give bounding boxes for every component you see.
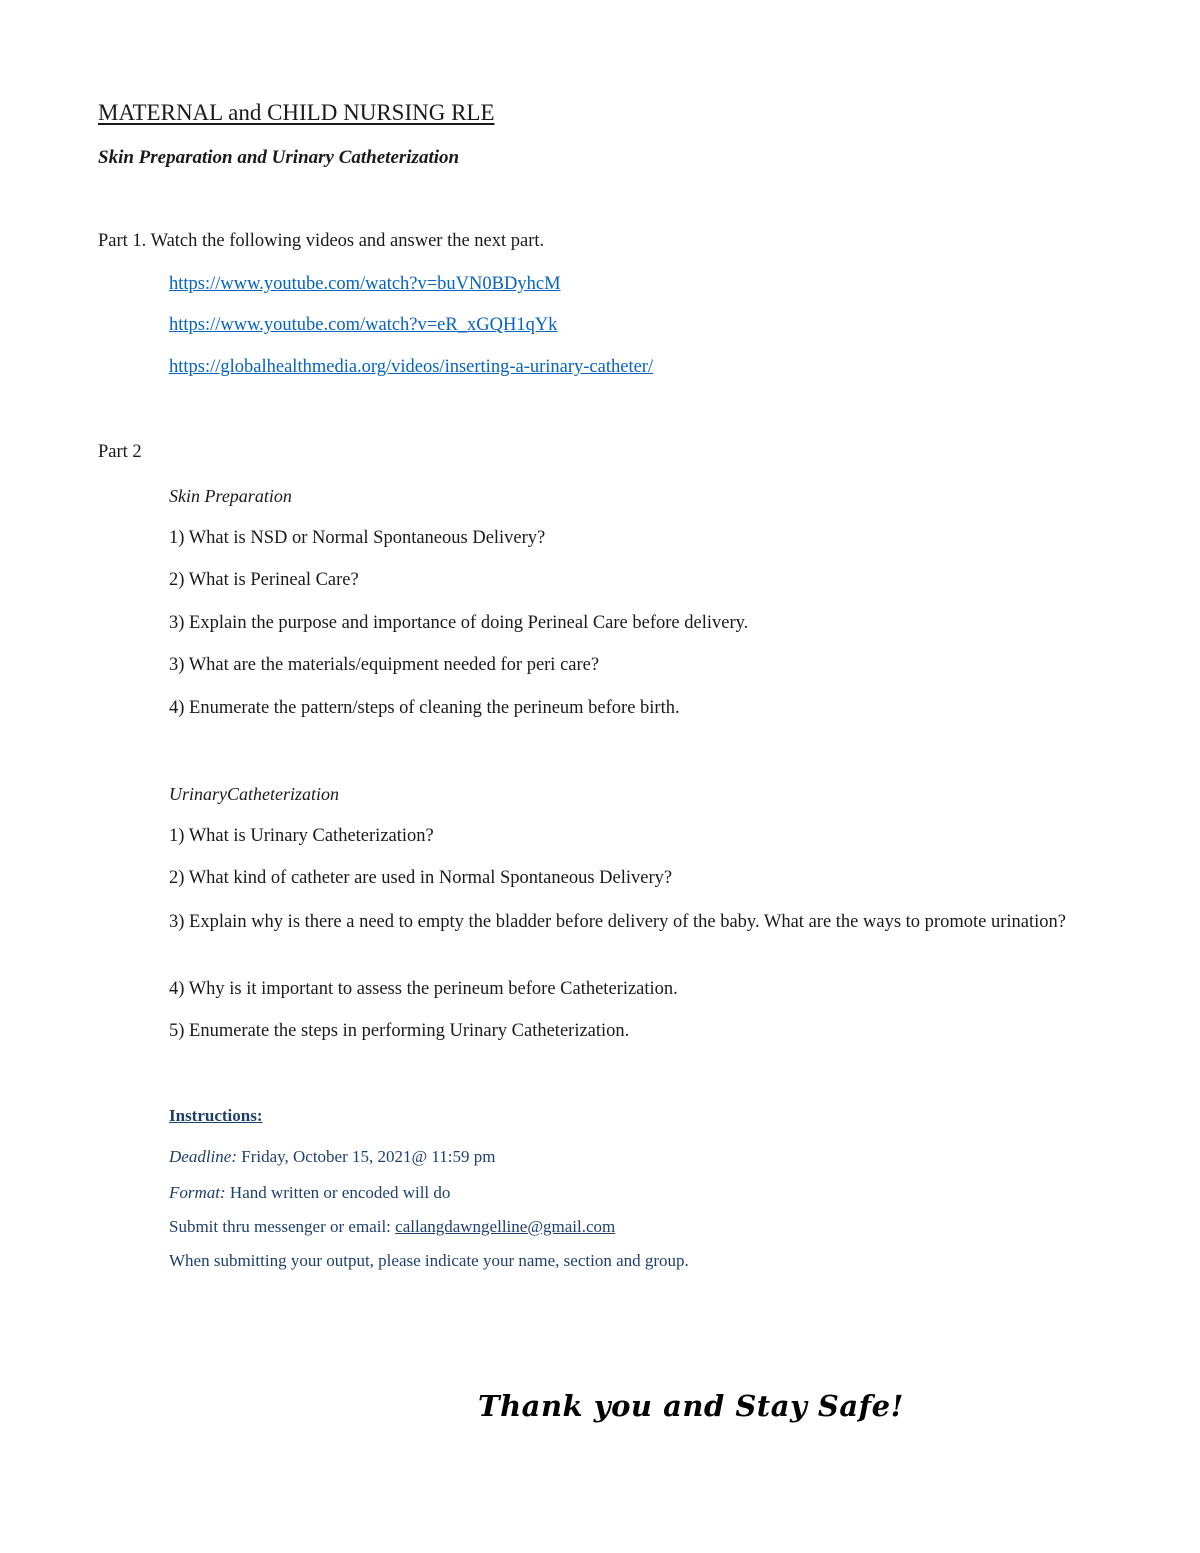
skin-question-2: 2) What is Perineal Care? [169,570,359,590]
catheter-question-4: 4) Why is it important to assess the perineum before Catheterization. [169,979,678,999]
closing-message: Thank you and Stay Safe! [478,1389,904,1423]
skin-question-4: 3) What are the materials/equipment needed for peri care? [169,655,600,675]
instructions-note: When submitting your output, please indicate your name, section and group. [169,1251,689,1270]
format-value: Hand written or encoded will do [225,1183,451,1202]
instructions-submit [169,1217,615,1237]
submit-email-link[interactable]: callangdawngelline@gmail.com [395,1217,616,1236]
catheter-question-5: 5) Enumerate the steps in performing Urinary Catheterization. [169,1021,630,1041]
skin-preparation-heading: Skin Preparation [169,486,292,506]
urinary-catheterization-heading: UrinaryCatheterization [169,784,339,804]
instructions-format [169,1183,450,1203]
document-title: MATERNAL and CHILD NURSING RLE [98,100,495,125]
format-label: Format: [169,1183,226,1202]
skin-question-1: 1) What is NSD or Normal Spontaneous Delivery? [169,528,546,548]
video-link-1[interactable]: https://www.youtube.com/watch?v=buVN0BDyhcM [169,274,561,294]
document-subtitle: Skin Preparation and Urinary Catheterization [98,147,460,168]
part2-label: Part 2 [98,442,142,462]
catheter-question-3: 3) Explain why is there a need to empty the bladder before delivery of the baby. What are the ways to promote urination? [169,912,1066,932]
video-link-2[interactable]: https://www.youtube.com/watch?v=eR_xGQH1qYk [169,315,558,335]
deadline-label: Deadline: [169,1147,237,1166]
instructions-heading: Instructions: [169,1106,263,1125]
submit-text: Submit thru messenger or email: [169,1217,396,1236]
skin-question-3: 3) Explain the purpose and importance of doing Perineal Care before delivery. [169,613,749,633]
deadline-value: Friday, October 15, 2021@ 11:59 pm [236,1147,496,1166]
part1-intro: Part 1. Watch the following videos and answer the next part. [98,231,545,251]
video-link-3[interactable]: https://globalhealthmedia.org/videos/inserting-a-urinary-catheter/ [169,357,654,377]
catheter-question-1: 1) What is Urinary Catheterization? [169,826,434,846]
instructions-deadline [169,1147,496,1167]
skin-question-5: 4) Enumerate the pattern/steps of cleaning the perineum before birth. [169,698,680,718]
catheter-question-2: 2) What kind of catheter are used in Normal Spontaneous Delivery? [169,868,673,888]
